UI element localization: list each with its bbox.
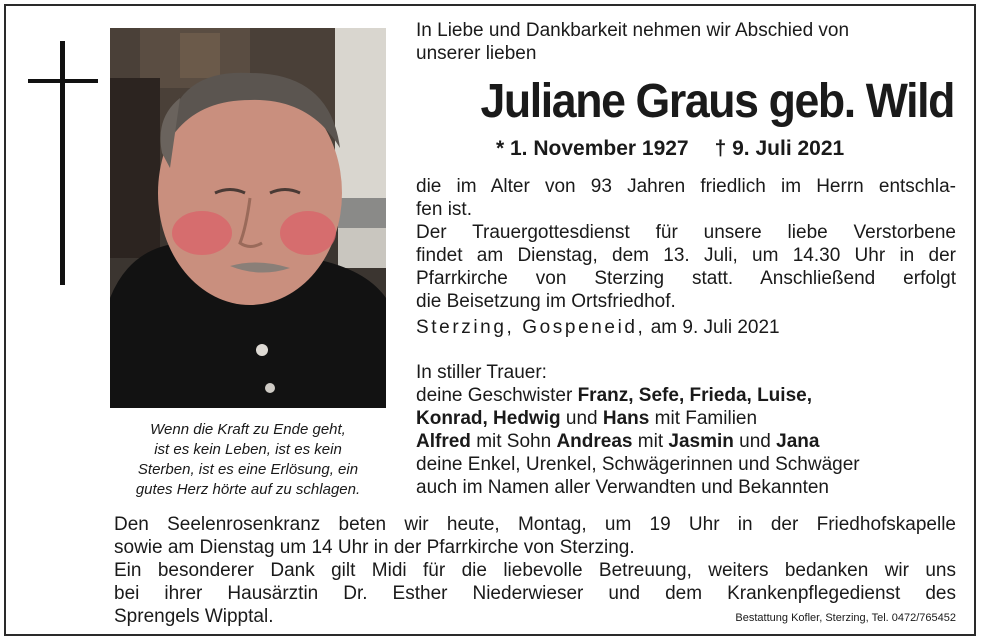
deceased-name: Juliane Graus geb. Wild [480,75,954,128]
notice-body [416,175,956,313]
body-line: Pfarrkirche von Sterzing statt. Anschließend erfolgt [416,268,956,289]
mourners-names: Hans [602,408,650,429]
birth-date: * 1. November 1927 [496,137,689,160]
memorial-poem [110,420,386,500]
poem-line: gutes Herz hörte auf zu schlagen. [135,481,361,498]
mourners-text: deine Geschwister [416,385,573,406]
mourners-names: Jasmin [668,431,734,452]
footer-line: sowie am Dienstag um 14 Uhr in der Pfarrkirche von Sterzing. [114,537,635,558]
life-dates [496,136,844,162]
mourners-text: mit [637,431,664,452]
mourners-heading: In stiller Trauer: [416,362,547,383]
footer-line: bei ihrer Hausärztin Dr. Esther Niederwieser und dem Krankenpflegedienst des [114,583,956,604]
cross-vertical-bar [60,41,65,285]
mourners-line [416,430,956,453]
place-name: Sterzing, Gospeneid, [416,317,646,338]
place-and-date [416,316,780,339]
body-line: die im Alter von 93 Jahren friedlich im Herrn entschla- [416,176,956,197]
footer-line: Ein besonderer Dank gilt Midi für die liebevolle Betreuung, weiters bedanken wir uns [114,560,956,581]
footer-line: Den Seelenrosenkranz beten wir heute, Montag, um 19 Uhr in der Friedhofskapelle [114,514,956,535]
body-line: Der Trauergottesdienst für unsere liebe Verstorbene [416,222,956,243]
mourners-names: Konrad, Hedwig [416,408,561,429]
mourners-names: Jana [776,431,820,452]
mourners-list [416,361,956,499]
mourners-line [416,407,956,430]
poem-line: ist es kein Leben, ist es kein [154,441,342,458]
body-line: findet am Dienstag, dem 13. Juli, um 14.30 Uhr in der [416,245,956,266]
cross-horizontal-bar [28,79,98,83]
poem-line: Sterben, ist es eine Erlösung, ein [137,461,359,478]
undertaker-credit: Bestattung Kofler, Sterzing, Tel. 0472/765452 [735,612,956,624]
mourners-text: und [565,408,598,429]
death-date: † 9. Juli 2021 [714,137,845,160]
mourners-names: Franz, Sefe, Frieda, Luise, [577,385,812,406]
mourners-text: mit Familien [654,408,758,429]
mourners-names: Andreas [556,431,633,452]
poem-line: Wenn die Kraft zu Ende geht, [150,421,346,438]
intro-text [416,19,966,65]
mourners-names: Alfred [416,431,471,452]
body-line: fen ist. [416,199,472,220]
footer-line: Sprengels Wipptal. [114,606,274,627]
intro-line: unserer lieben [416,43,537,64]
mourners-line [416,384,956,407]
intro-line: In Liebe und Dankbarkeit nehmen wir Abschied von [416,20,850,41]
mourners-line: auch im Namen aller Verwandten und Bekannten [416,477,829,498]
portrait-illustration [110,28,386,408]
mourners-line: deine Enkel, Urenkel, Schwägerinnen und Schwäger [416,454,860,475]
mourners-text: mit Sohn [476,431,552,452]
mourners-text: und [739,431,771,452]
place-date: am 9. Juli 2021 [650,317,780,338]
body-line: die Beisetzung im Ortsfriedhof. [416,291,676,312]
portrait-photo [110,28,386,408]
